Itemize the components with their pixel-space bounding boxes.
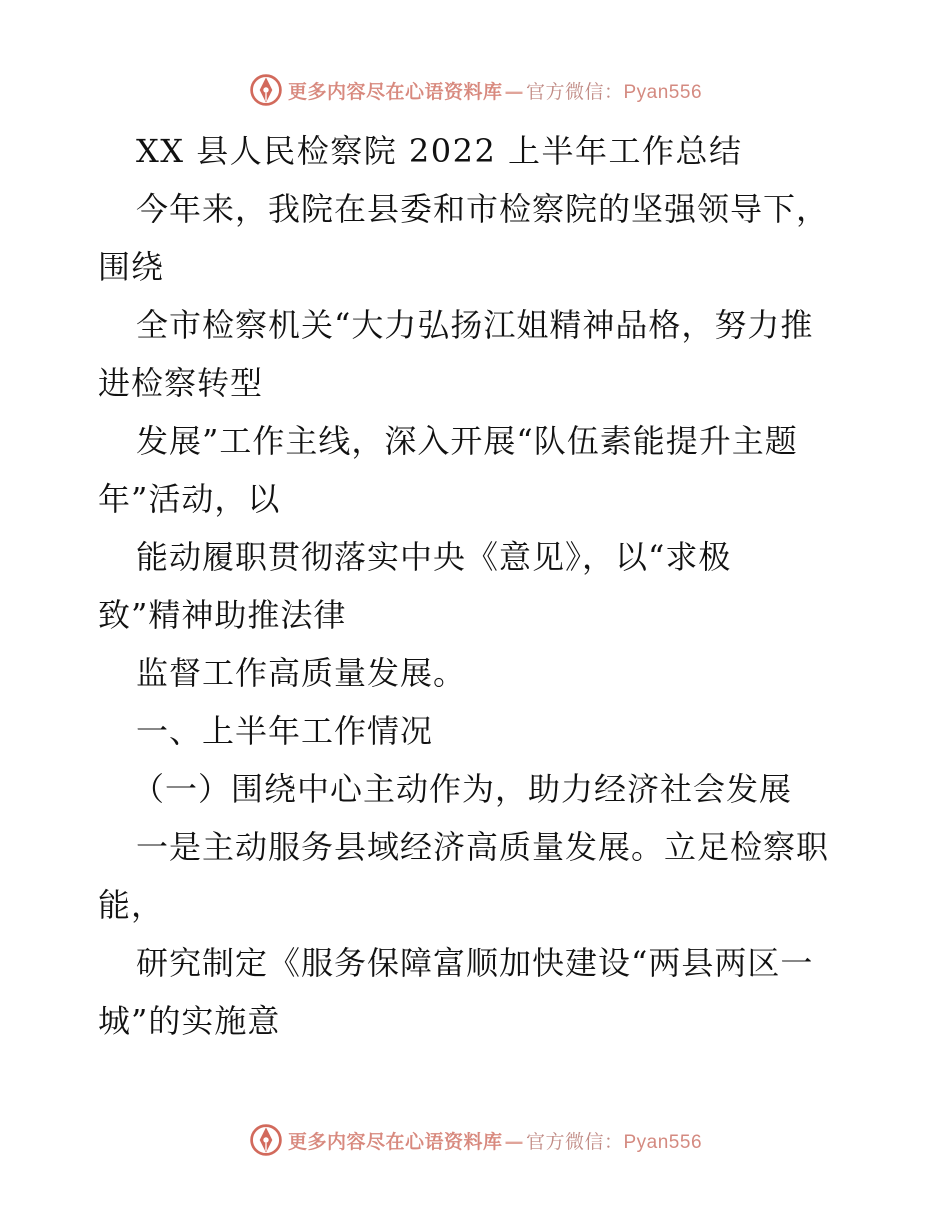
pen-nib-logo-icon <box>248 72 284 108</box>
paragraph-line: 监督工作高质量发展。 <box>136 654 467 692</box>
watermark-wechat-id: Pyan556 <box>623 1131 703 1153</box>
document-body <box>98 122 858 1050</box>
paragraph-line: 围绕 <box>98 248 165 286</box>
watermark-official-label: 官方微信： <box>525 1130 624 1153</box>
paragraph-line: 今年来，我院在县委和市检察院的坚强领导下， <box>136 190 830 228</box>
paragraph-line: 进检察转型 <box>98 364 264 402</box>
watermark-text <box>288 77 702 104</box>
subsection-heading: （一）围绕中心主动作为，助力经济社会发展 <box>132 770 793 808</box>
header-watermark <box>0 68 950 112</box>
section-heading: 一、上半年工作情况 <box>136 712 434 750</box>
watermark-official-label: 官方微信： <box>525 80 624 103</box>
watermark-separator: — <box>504 80 524 103</box>
paragraph-line: 研究制定《服务保障富顺加快建设“两县两区一 <box>136 944 814 982</box>
paragraph-line: 全市检察机关“大力弘扬江姐精神品格，努力推 <box>136 306 814 344</box>
watermark-text <box>288 1127 702 1154</box>
document-title: XX 县人民检察院 2022 上半年工作总结 <box>136 132 743 170</box>
watermark-wechat-id: Pyan556 <box>623 81 703 103</box>
pen-nib-logo-icon <box>248 1122 284 1158</box>
watermark-brand: 更多内容尽在心语资料库 <box>287 1130 503 1153</box>
paragraph-line: 城”的实施意 <box>98 1002 281 1040</box>
footer-watermark <box>0 1118 950 1162</box>
watermark-separator: — <box>504 1130 524 1153</box>
watermark-brand: 更多内容尽在心语资料库 <box>287 80 503 103</box>
paragraph-line: 年”活动，以 <box>98 480 281 518</box>
paragraph-line: 能动履职贯彻落实中央《意见》，以“求极 <box>136 538 732 576</box>
paragraph-line: 一是主动服务县域经济高质量发展。立足检察职 <box>136 828 830 866</box>
paragraph-line: 发展”工作主线，深入开展“队伍素能提升主题 <box>136 422 798 460</box>
paragraph-line: 致”精神助推法律 <box>98 596 347 634</box>
paragraph-line: 能， <box>98 886 165 924</box>
